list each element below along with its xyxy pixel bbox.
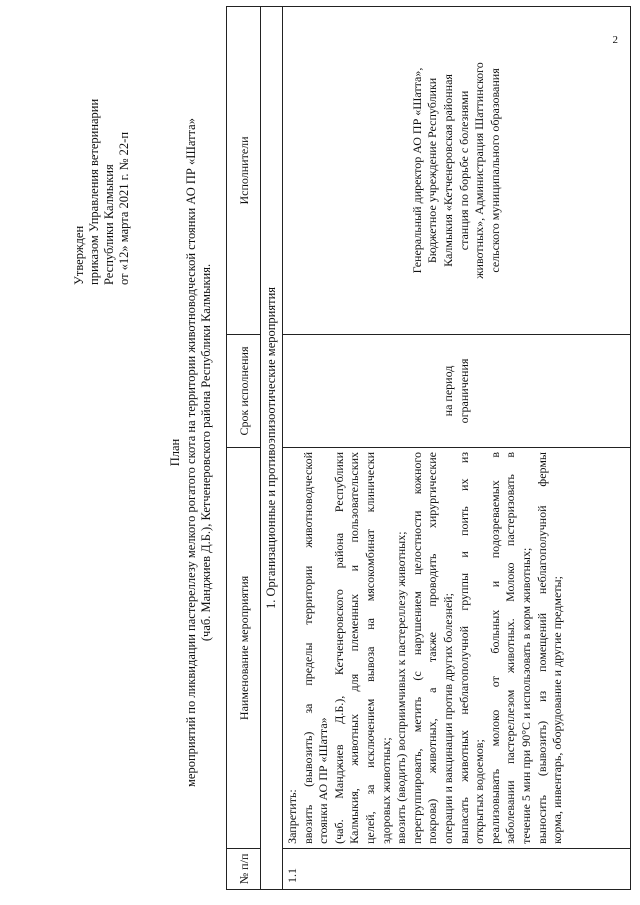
approval-line: Республики Калмыкия xyxy=(102,164,116,285)
measure-line: целей, за исключением вывоза на мясокомбинат клинически xyxy=(362,452,377,844)
executor-line: животных», Администрация Шаттинского xyxy=(472,62,487,279)
page-number: 2 xyxy=(612,34,618,46)
measure-cell xyxy=(283,448,631,849)
measure-line: ввозить (вводить) восприимчивых к пастереллезу животных; xyxy=(394,531,409,844)
measure-line: (чаб. Манджиев Д.Б.), Кетченеровского района Республики xyxy=(331,452,346,844)
header-term: Срок исполнения xyxy=(227,334,261,447)
term-line: ограничения xyxy=(456,358,471,424)
measure-line: течение 5 мин при 90°С и использовать в корм животных; xyxy=(518,547,533,844)
measure-line: здоровых животных; xyxy=(378,737,393,844)
executor-line: Калмыкия «Кетченеровская районная xyxy=(440,74,455,267)
header-measure-name: Наименование мероприятия xyxy=(227,448,261,849)
header-number: № п/п xyxy=(227,848,261,889)
measure-line: Калмыкия, животных для племенных и пользовательских xyxy=(347,452,362,844)
measure-line: стоянки АО ПР «Шатта» xyxy=(316,717,331,844)
executor-line: станция по борьбе с болезнями xyxy=(456,90,471,251)
measure-line: Запретить: xyxy=(285,789,299,844)
title-line-2: (чаб. Манджиев Д.Б.), Кетченеровского района Республики Калмыкия. xyxy=(199,263,213,642)
executor-line: Генеральный директор АО ПР «Шатта», xyxy=(409,67,424,274)
measure-line: заболевании пастереллезом животных. Молоко пастеризовать в xyxy=(503,452,518,844)
executors-cell xyxy=(283,7,631,335)
header-executors: Исполнители xyxy=(227,7,261,335)
term-cell xyxy=(283,334,631,447)
approval-stamp xyxy=(72,25,132,285)
measure-line: реализовывать молоко от больных и подозреваемых в xyxy=(487,452,502,844)
row-number: 1.1 xyxy=(283,848,631,889)
measures-table xyxy=(226,6,631,890)
executor-line: Бюджетное учреждение Республики xyxy=(425,77,440,264)
measure-line: выпасать животных неблагополучной группы и поить их из xyxy=(456,452,471,844)
executor-line: сельского муниципального образования xyxy=(487,68,502,273)
title-plan: План xyxy=(168,438,182,467)
approval-line: от «12» марта 2021 г. № 22-п xyxy=(117,131,131,285)
measure-line: корма, инвентарь, оборудование и другие предметы; xyxy=(550,576,565,844)
section-title: 1. Организационные и противоэпизоотические мероприятия xyxy=(261,7,283,890)
approval-line: Утвержден xyxy=(72,225,86,285)
approval-line: приказом Управления ветеринарии xyxy=(87,98,101,285)
title-line-1: мероприятий по ликвидации пастереллезу мелкого рогатого скота на территории животноводческой стоянки АО ПР «Шатта» xyxy=(184,118,198,787)
measure-line: ввозить (вывозить) за пределы территории животноводческой xyxy=(300,452,315,844)
measure-line: покрова) животных, а также проводить хирургические xyxy=(425,452,440,844)
measure-line: операции и вакцинации против других болезней; xyxy=(440,593,455,844)
document-title xyxy=(168,40,214,865)
measure-line: перегруппировать, метить (с нарушением целостности кожного xyxy=(409,452,424,844)
measure-line: открытых водоемов; xyxy=(472,739,487,844)
term-line: на период xyxy=(440,365,455,417)
measure-line: выносить (вывозить) из помещений неблагополучной фермы xyxy=(534,452,549,844)
